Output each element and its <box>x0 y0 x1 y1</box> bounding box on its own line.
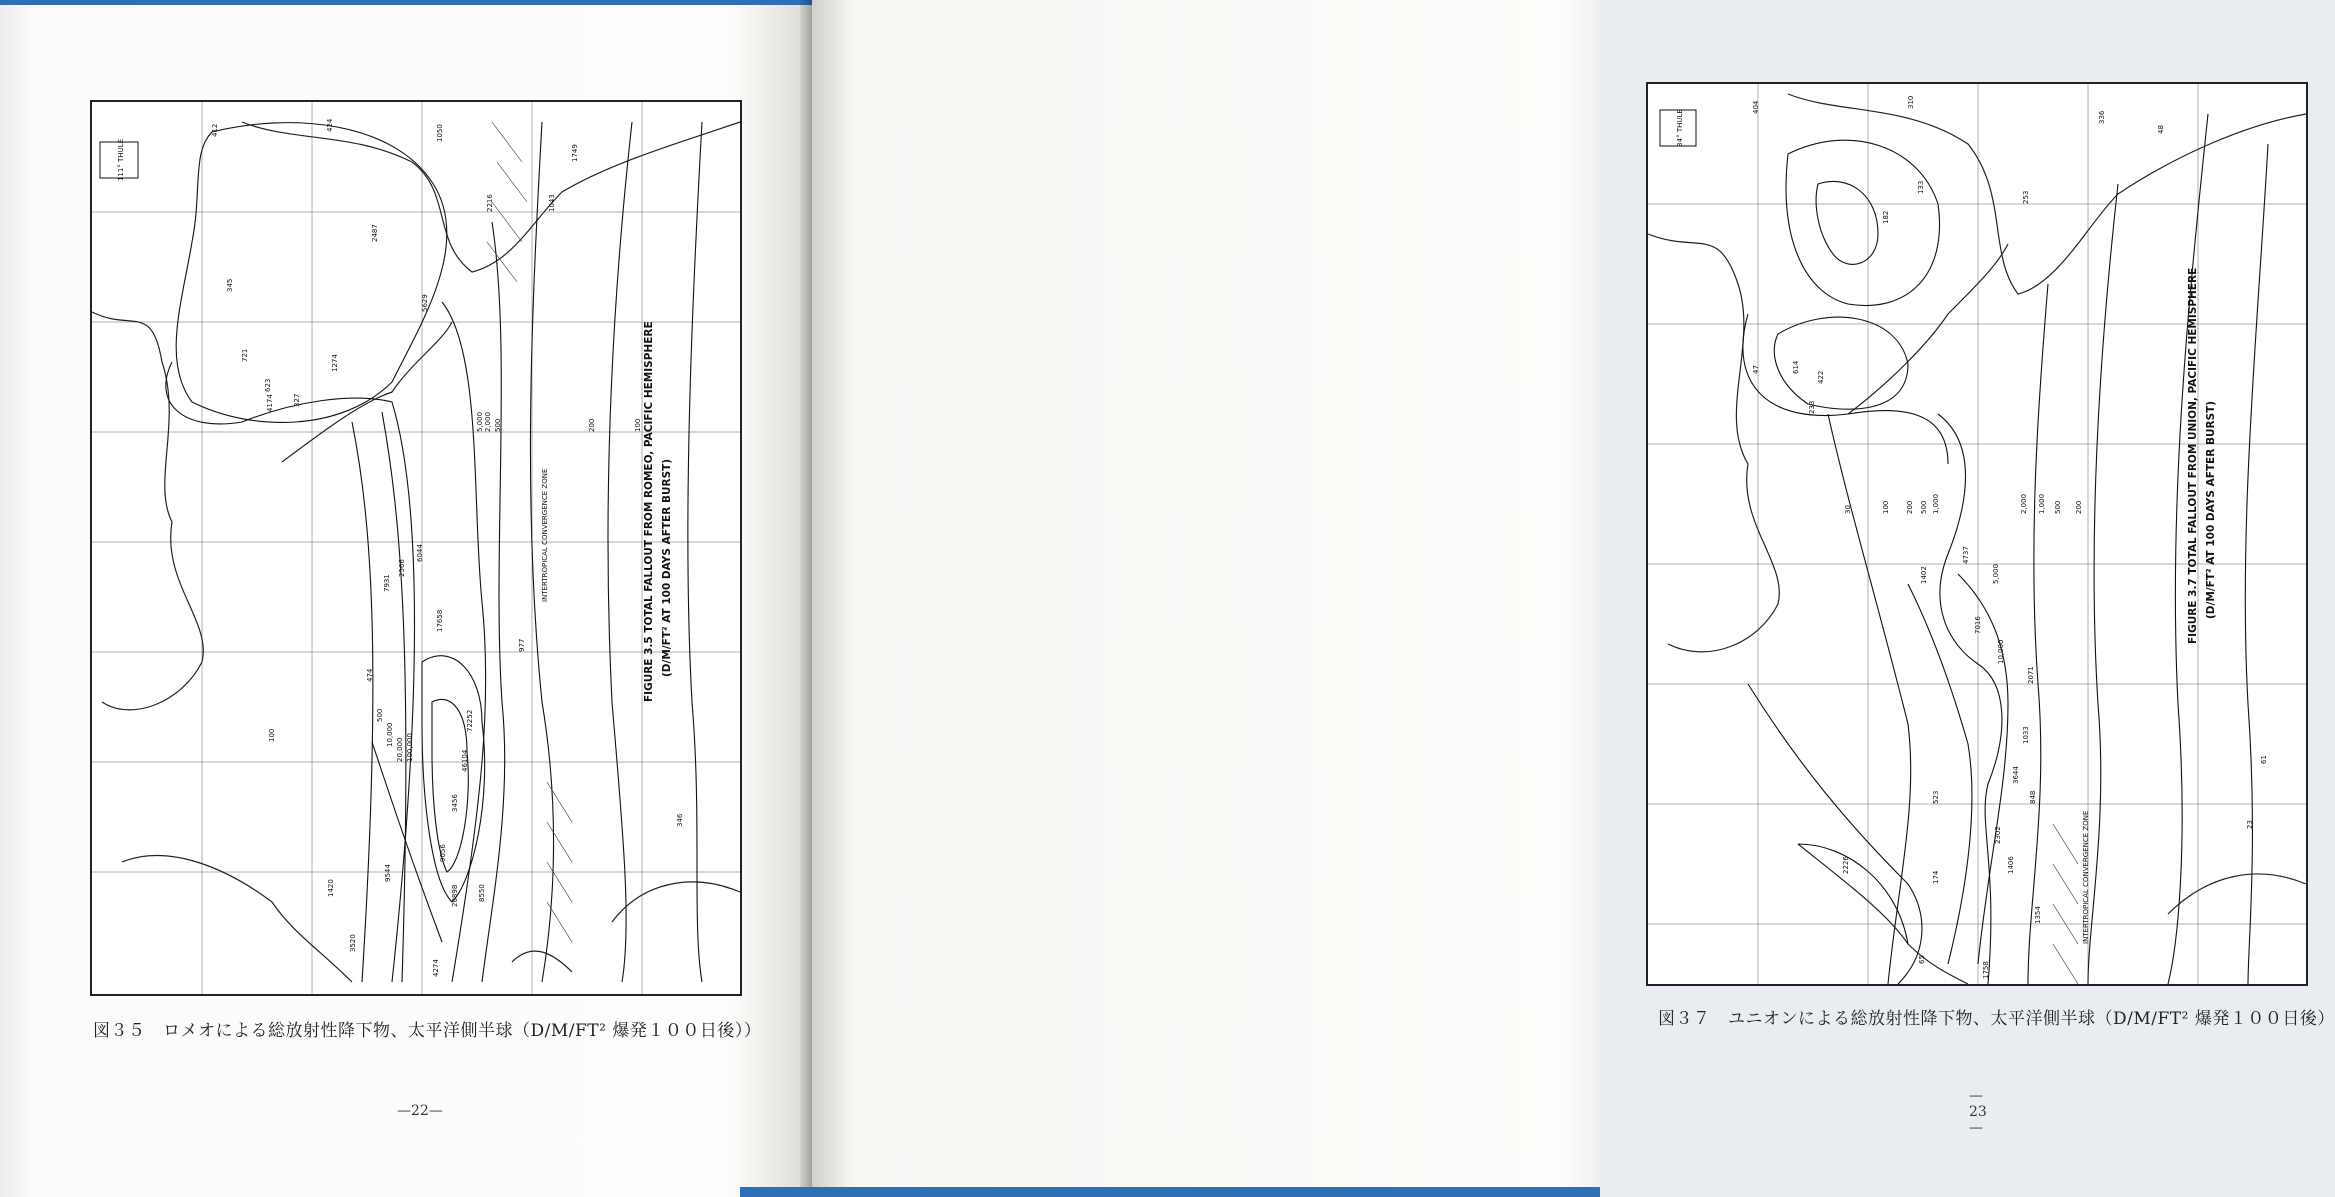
station-value: 1402 <box>1920 566 1928 584</box>
station-values <box>211 118 684 977</box>
station-value: 1749 <box>571 144 579 162</box>
contour-label: 200 <box>2075 500 2083 514</box>
station-value: 20898 <box>451 884 459 907</box>
station-value: 1406 <box>2007 856 2015 874</box>
station-value: 174 <box>1932 870 1940 884</box>
station-value: 848 <box>2029 790 2037 804</box>
figure-caption: 図３５ ロメオによる総放射性降下物、太平洋側半球（D/M/FT² 爆発１００日後）） <box>93 1021 762 1041</box>
contour-label: 30 <box>1844 505 1852 514</box>
station-value: 977 <box>518 638 526 652</box>
fallout-contours <box>166 122 702 982</box>
station-value: 2216 <box>486 194 494 212</box>
contour-label: 5,000 <box>1992 563 2000 584</box>
scale-box-label: 111° THULE <box>117 138 125 182</box>
contour-label: 5,000 <box>476 411 484 432</box>
station-value: 4737 <box>1962 546 1970 564</box>
station-value: 422 <box>1817 370 1825 384</box>
station-value: 17658 <box>436 609 444 632</box>
station-value: 2302 <box>1994 826 2002 844</box>
zone-label: INTERTROPICAL CONVERGENCE ZONE <box>2082 810 2090 944</box>
station-value: 7931 <box>383 574 391 592</box>
station-value: 182 <box>1882 210 1890 224</box>
station-value: 47 <box>1752 365 1760 374</box>
contour-label: 100 <box>268 728 276 742</box>
contour-label: 100,000 <box>406 733 414 762</box>
map-figure-3-5 <box>90 100 742 996</box>
station-value: 61 <box>2260 755 2268 764</box>
figure-title-line2: (D/M/FT² AT 100 DAYS AFTER BURST) <box>661 458 673 677</box>
station-value: 3644 <box>2012 766 2020 784</box>
station-value: 2226 <box>1842 856 1850 874</box>
contour-label: 100 <box>1882 500 1890 514</box>
station-value: 614 <box>1792 360 1800 374</box>
contour-label: 20,000 <box>396 737 404 762</box>
figure-title-line2: (D/M/FT² AT 100 DAYS AFTER BURST) <box>2205 400 2217 619</box>
station-value: 2487 <box>371 224 379 242</box>
station-value: 346 <box>676 813 684 827</box>
station-value: 1354 <box>2034 906 2042 924</box>
station-value: 9544 <box>384 864 392 882</box>
station-value: 336 <box>2098 110 2106 124</box>
station-value: 1043 <box>548 194 556 212</box>
station-value: 7016 <box>1974 616 1982 634</box>
station-value: 1033 <box>2022 726 2030 744</box>
station-value: 523 <box>1932 790 1940 804</box>
page-number: —23— <box>1969 1088 1987 1136</box>
station-value: 48 <box>2157 125 2165 134</box>
left-page <box>0 0 812 1197</box>
station-value: 23 <box>2246 820 2254 829</box>
station-value: 72252 <box>466 709 474 732</box>
station-value: 253 <box>2022 190 2030 204</box>
station-value: 3456 <box>451 794 459 812</box>
contour-label: 2,000 <box>2020 493 2028 514</box>
page-top-edge <box>0 0 812 5</box>
station-value: 2566 <box>398 559 406 577</box>
right-page <box>812 0 2335 1197</box>
contour-label: 200 <box>588 418 596 432</box>
contour-label: 200 <box>1906 500 1914 514</box>
station-value: 404 <box>1752 100 1760 114</box>
station-value: 4274 <box>432 959 440 977</box>
figure-title-line1: FIGURE 3.5 TOTAL FALLOUT FROM ROMEO, PACIFIC HEMISPHERE <box>643 321 655 702</box>
station-value: 3520 <box>349 934 357 952</box>
contour-label: 10,000 <box>1997 639 2005 664</box>
station-value: 4174 <box>266 394 274 412</box>
station-value: 721 <box>241 348 249 362</box>
figure-title-line1: FIGURE 3.7 TOTAL FALLOUT FROM UNION, PACIFIC HEMISPHERE <box>2187 267 2199 644</box>
zone-label: INTERTROPICAL CONVERGENCE ZONE <box>541 468 549 602</box>
station-value: 9056 <box>439 844 447 862</box>
station-value: 1050 <box>436 124 444 142</box>
map-figure-3-7 <box>1646 82 2308 986</box>
station-value: 65 <box>1918 955 1926 964</box>
contour-label: 2,000 <box>484 411 492 432</box>
contour-label: 500 <box>376 708 384 722</box>
station-value: 1758 <box>1982 961 1990 979</box>
station-value: 424 <box>326 118 334 132</box>
station-value: 46104 <box>461 749 469 772</box>
page-bottom-edge <box>740 1187 1600 1197</box>
contour-label: 500 <box>1920 500 1928 514</box>
contour-labels <box>268 412 642 762</box>
station-value: 2071 <box>2027 666 2035 684</box>
station-value: 1274 <box>331 354 339 372</box>
station-value: 345 <box>226 278 234 292</box>
contour-label: 500 <box>2054 500 2062 514</box>
station-value: 623 <box>264 378 272 392</box>
station-value: 474 <box>366 668 374 682</box>
scale-box-label: 34° THULE <box>1676 109 1684 147</box>
contour-label: 10,000 <box>386 722 394 747</box>
page-number: —22— <box>397 1103 443 1119</box>
contour-label: 1,000 <box>1932 493 1940 514</box>
contour-label: 500 <box>494 418 502 432</box>
contour-label: 1,000 <box>2038 493 2046 514</box>
contour-label: 100 <box>634 418 642 432</box>
station-value: 8550 <box>478 884 486 902</box>
station-value: 233 <box>1808 400 1816 414</box>
station-value: 310 <box>1907 95 1915 109</box>
station-value: 6044 <box>416 544 424 562</box>
station-value: 412 <box>211 123 219 137</box>
station-value: 327 <box>293 393 301 407</box>
figure-caption: 図３７ ユニオンによる総放射性降下物、太平洋側半球（D/M/FT² 爆発１００日後） <box>1658 1009 2335 1029</box>
station-value: 5629 <box>421 294 429 312</box>
station-value: 1420 <box>327 879 335 897</box>
convergence-zone-hatch <box>2053 824 2078 984</box>
station-value: 133 <box>1917 180 1925 194</box>
